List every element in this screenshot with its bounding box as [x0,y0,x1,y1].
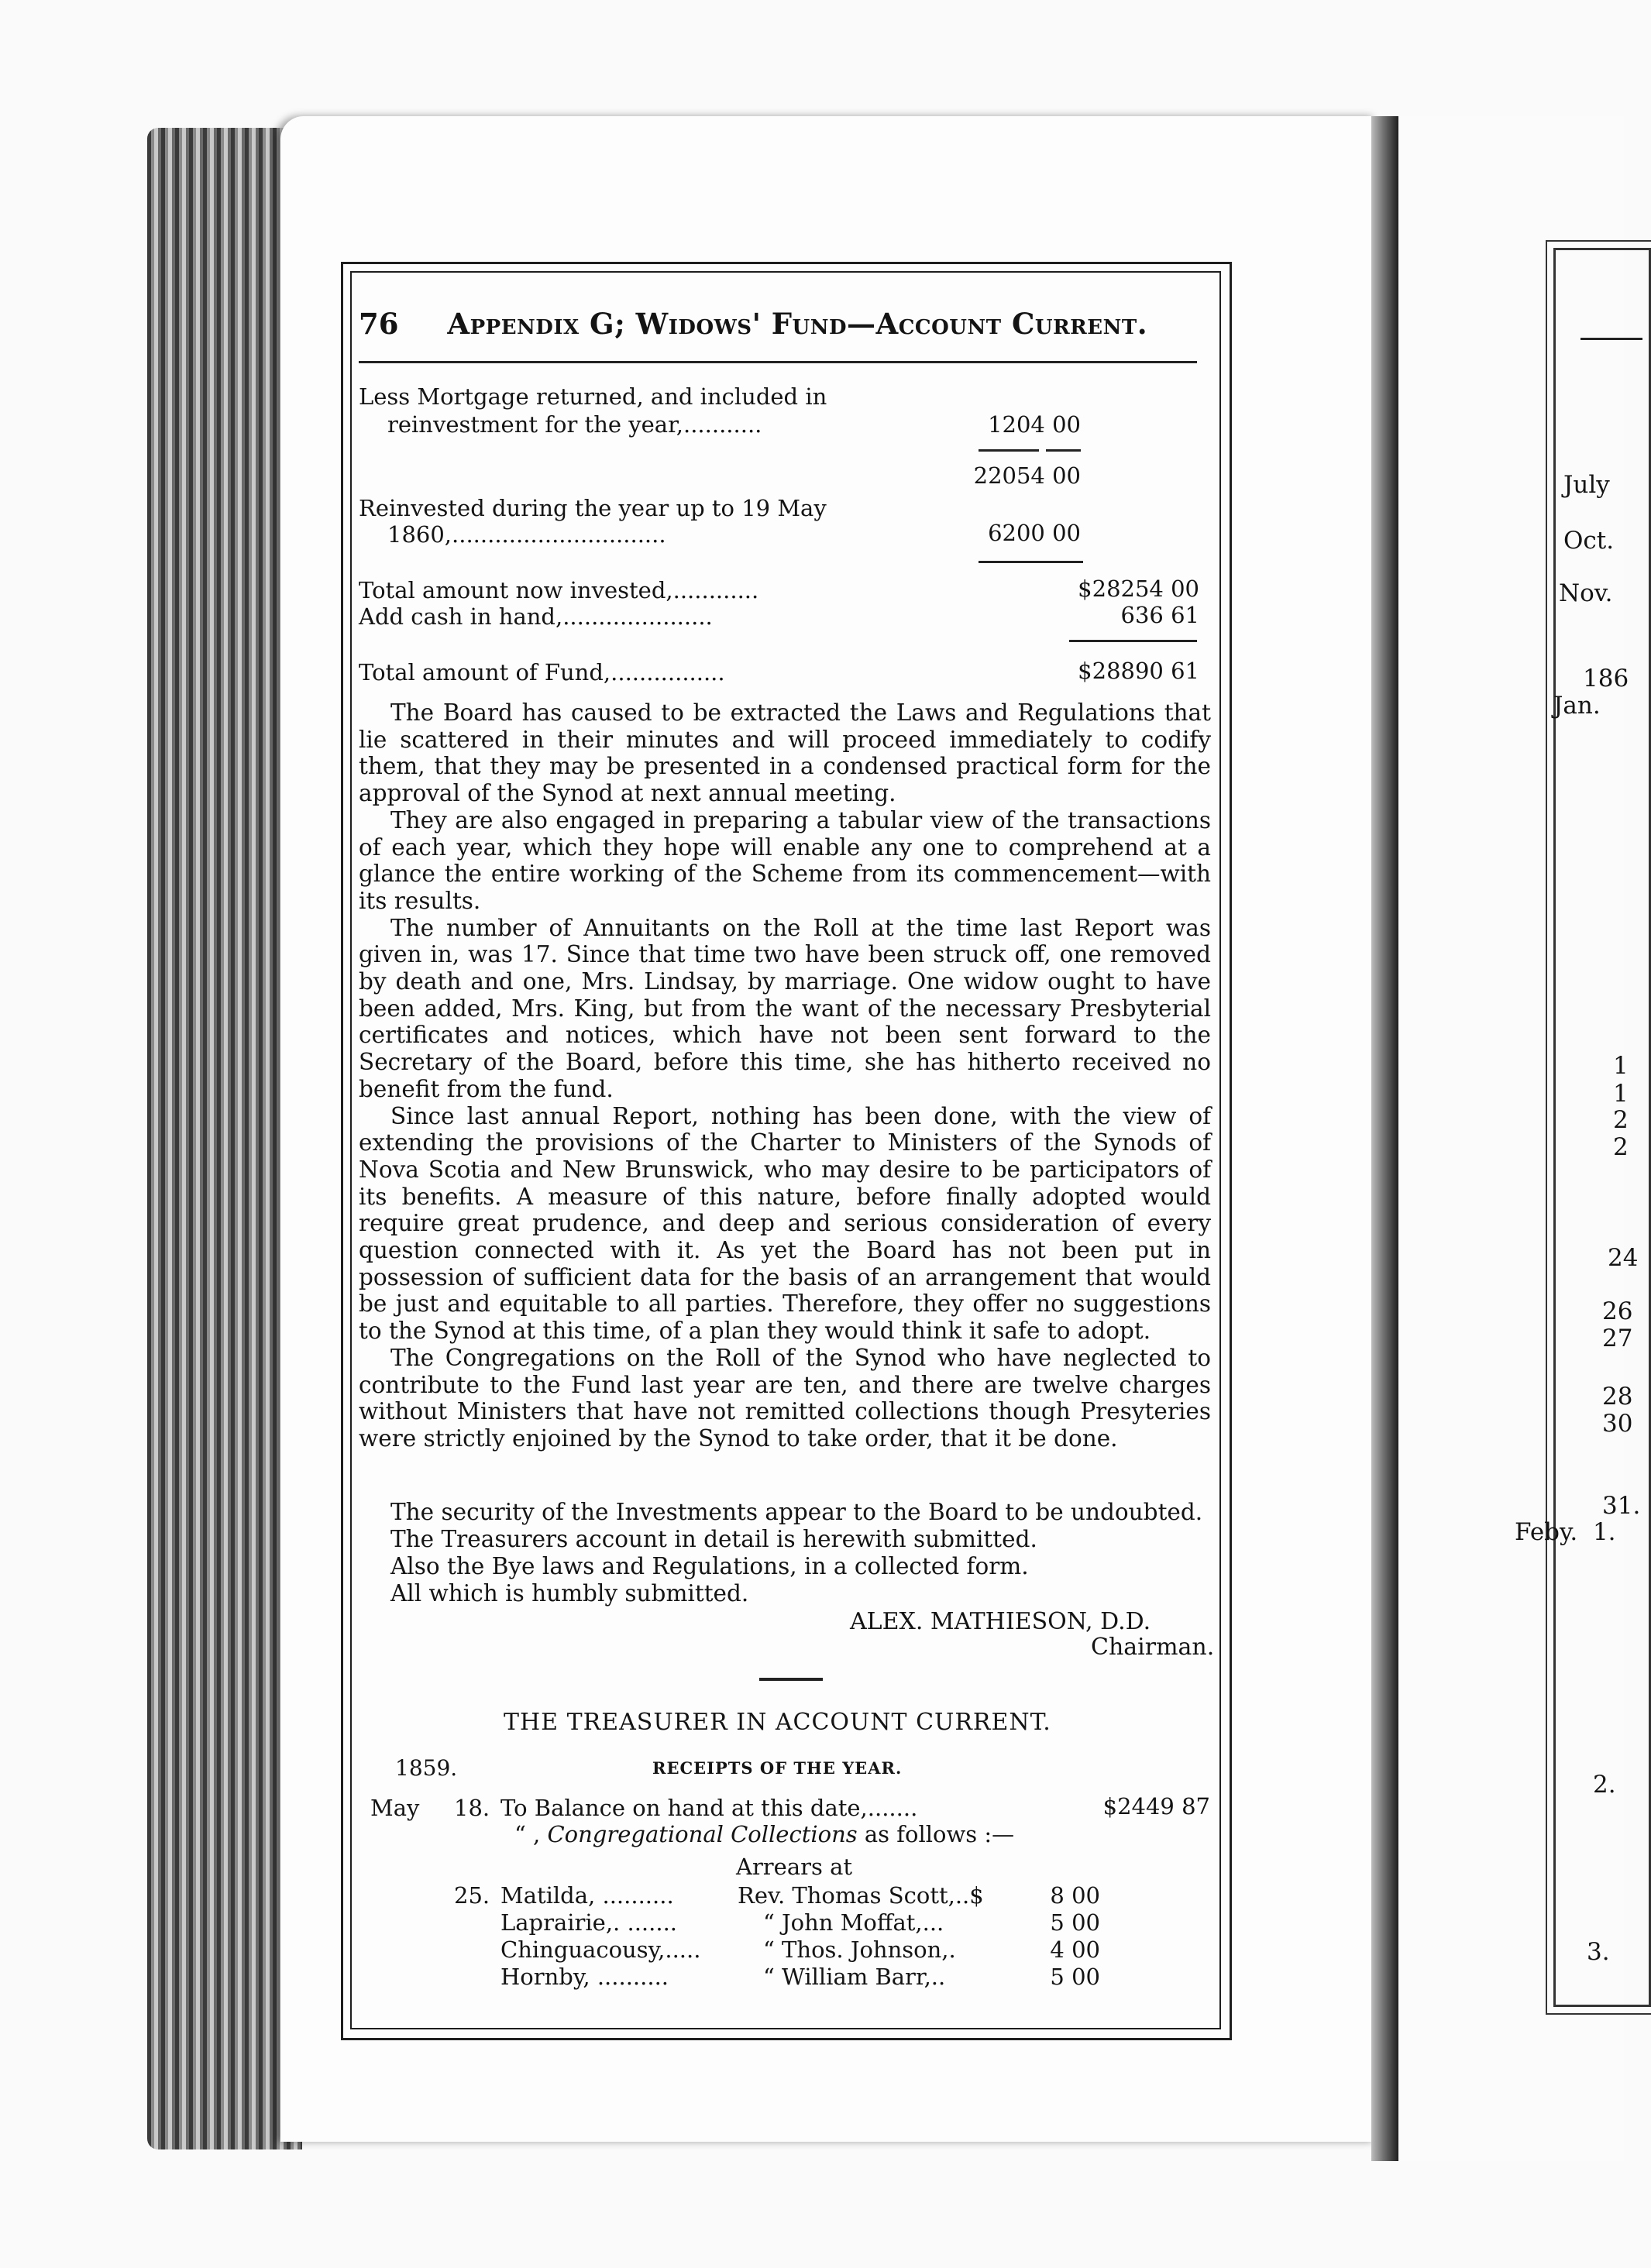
entry-minister: “ John Moffat,... [763,1909,944,1936]
paragraph-laws: The Board has caused to be extracted the Laws and Regulations that lie scattered in their minutes and will proceed immediately to codify them, that they may be presented in a condensed practical form for the approval of the Synod at next annual meeting. [359,699,1211,807]
paragraph-treasurer: The Treasurers account in detail is herewith submitted. [390,1526,1037,1552]
sum-rule [1046,449,1081,452]
facing-line: Jan. [1553,692,1601,720]
facing-line: 2 [1613,1133,1629,1161]
facing-line: 3. [1587,1938,1610,1966]
paragraph-congregations: The Congregations on the Roll of the Synod who have neglected to contribute to the Fund last year are ten, and there are twelve charges without Ministers that have not remitted collections though Presyteries were strictly enjoined by the Synod to take order, that it be done. [359,1344,1211,1452]
entry-place: Hornby, .......... [500,1964,669,1990]
right-page-header-rule [1580,338,1642,340]
facing-line: 1 [1613,1080,1629,1108]
collections-suffix: as follows :— [864,1821,1015,1847]
right-page-frame [1553,248,1651,2007]
invested-label: Total amount now invested,............ [359,577,759,603]
balance-amount: $2449 87 [1102,1793,1210,1820]
reinvest-amount: 6200 00 [988,520,1081,546]
ditto-mark: “ , [514,1821,541,1847]
arrears-heading: Arrears at [736,1854,853,1880]
reinvest-label-2: 1860,.............................. [387,521,666,548]
entry-minister: Rev. Thomas Scott,..$ [738,1882,984,1909]
entry-amount: 5 00 [1050,1964,1100,1990]
balance-label: To Balance on hand at this date,....... [500,1795,918,1821]
entry-place: Laprairie,. ....... [500,1909,678,1936]
entry-place: Matilda, .......... [500,1882,674,1909]
facing-line: Nov. [1559,579,1613,607]
mortgage-amount: 1204 00 [988,411,1081,438]
entry-amount: 8 00 [1050,1882,1100,1909]
fund-label: Total amount of Fund,................ [359,659,725,686]
facing-line: 24 [1608,1244,1639,1272]
paragraph-charter: Since last annual Report, nothing has been done, with the view of extending the provisions of the Charter to Ministers of the Synods of Nova Scotia and New Brunswick, who may desire to be participators of its benefits. A measure of this nature, before finally adopted would require great prudence, and deep and serious consideration of every question connected with it. As yet the Board has not been put in possession of sufficient data for the basis of an arrangement that would be just and equitable to all parties. Therefore, they offer no suggestions to the Synod at this time, of a plan they would think it safe to adopt. [359,1102,1211,1345]
facing-line: 1 [1613,1052,1629,1080]
section-divider [759,1678,823,1681]
subtotal-amount: 22054 00 [973,462,1081,489]
facing-line: 30 [1602,1410,1633,1438]
header-rule [359,361,1197,363]
facing-line: 28 [1602,1383,1633,1411]
facing-line: 2 [1613,1106,1629,1134]
entry-day: 18. [454,1795,490,1821]
account-year: 1859. [395,1755,458,1781]
invested-amount: $28254 00 [1078,576,1199,602]
entry-amount: 5 00 [1050,1909,1100,1936]
paragraph-byelaws: Also the Bye laws and Regulations, in a collected form. [390,1553,1029,1579]
facing-line: 186 [1583,665,1629,692]
mortgage-label-2: reinvestment for the year,........... [387,411,762,438]
cash-label: Add cash in hand,..................... [359,603,713,630]
facing-line: 27 [1602,1325,1633,1352]
entry-amount: 4 00 [1050,1936,1100,1963]
report-body [359,699,1211,1452]
cash-amount: 636 61 [1120,602,1199,628]
paragraph-submitted: All which is humbly submitted. [390,1580,749,1606]
sum-rule [979,449,1039,452]
facing-line: Feby. 1. [1515,1518,1616,1546]
entry-minister: “ William Barr,.. [763,1964,946,1990]
receipts-heading: RECEIPTS OF THE YEAR. [652,1758,903,1778]
facing-line: 26 [1602,1297,1633,1325]
account-title: THE TREASURER IN ACCOUNT CURRENT. [504,1709,1051,1736]
paragraph-annuitants: The number of Annuitants on the Roll at the time last Report was given in, was 17. Since that time two have been struck off, one removed by death and one, Mrs. Lindsay, by marriage. One widow ought to have been added, Mrs. King, but from the want of the necessary Presbyterial certificates and notices, which have not been sent forward to the Secretary of the Board, before this time, she has hitherto received no benefit from the fund. [359,914,1211,1102]
signature-role: Chairman. [1091,1634,1215,1661]
signature-name: ALEX. MATHIESON, D.D. [850,1608,1151,1635]
facing-line: Oct. [1563,527,1615,555]
book-gutter [1371,116,1399,2161]
paragraph-tabular: They are also engaged in preparing a tabular view of the transactions of each year, which they hope will enable any one to comprehend at a glance the entire working of the Scheme from its commencement—with its results. [359,806,1211,914]
fund-amount: $28890 61 [1078,658,1199,684]
entry-month: May [370,1795,420,1821]
page-title: Appendix G; Widows' Fund—Account Current. [447,307,1148,341]
paragraph-security: The security of the Investments appear to the Board to be undoubted. [390,1499,1203,1525]
mortgage-label-1: Less Mortgage returned, and included in [359,383,827,410]
facing-line: July [1563,471,1610,499]
entry-minister: “ Thos. Johnson,. [763,1936,956,1963]
book-page-edges [147,128,302,2149]
entry-day: 25. [454,1882,490,1909]
running-header [359,307,1147,341]
sum-rule [979,561,1083,563]
collections-heading [514,1823,1014,1846]
sum-rule [1069,640,1197,642]
collections-italic: Congregational Collections [547,1821,858,1847]
entry-place: Chinguacousy,..... [500,1936,701,1963]
facing-line: 2. [1593,1771,1616,1799]
facing-line: 31. [1602,1492,1641,1520]
page-number: 76 [359,307,399,341]
reinvest-label-1: Reinvested during the year up to 19 May [359,495,827,521]
